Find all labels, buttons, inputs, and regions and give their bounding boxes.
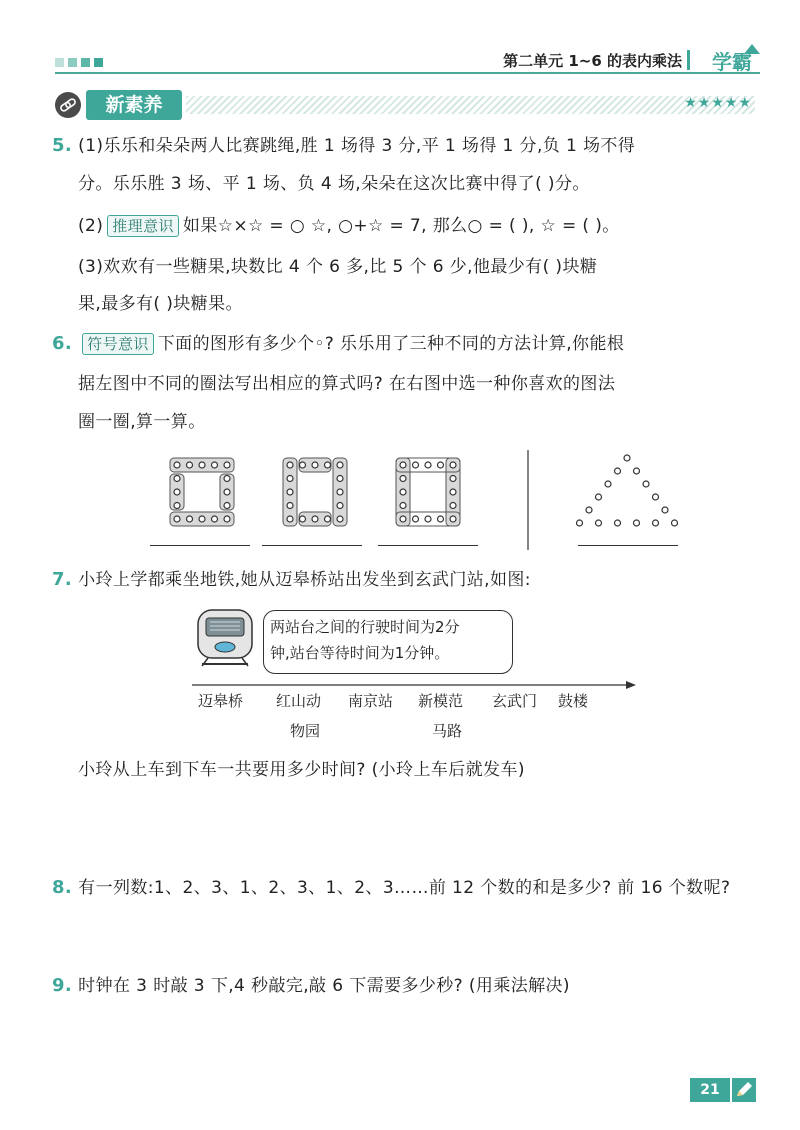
dot-1 bbox=[187, 462, 193, 468]
triangle-dot bbox=[577, 520, 583, 526]
dot-1 bbox=[224, 503, 230, 509]
q5-line1 bbox=[52, 134, 635, 158]
answer-line-1[interactable] bbox=[150, 545, 250, 546]
q9-number: 9. bbox=[52, 975, 73, 996]
dot-3 bbox=[425, 516, 431, 522]
dot-3 bbox=[400, 503, 406, 509]
dot-2 bbox=[337, 516, 343, 522]
triangle-dot bbox=[634, 468, 640, 474]
dot-1 bbox=[174, 476, 180, 482]
q6-text1: 下面的图形有多少个◦? 乐乐用了三种不同的方法计算,你能根 bbox=[157, 334, 625, 354]
dot-1 bbox=[174, 462, 180, 468]
dot-2 bbox=[325, 462, 331, 468]
q7-text: 小玲上学都乘坐地铁,她从迈皋桥站出发坐到玄武门站,如图: bbox=[78, 570, 531, 590]
dot-2 bbox=[287, 476, 293, 482]
dot-2 bbox=[337, 476, 343, 482]
q9 bbox=[52, 974, 570, 998]
dot-2 bbox=[287, 503, 293, 509]
triangle-dot bbox=[634, 520, 640, 526]
q9-text: 时钟在 3 时敲 3 下,4 秒敲完,敲 6 下需要多少秒? (用乘法解决) bbox=[78, 976, 570, 996]
bubble-line-1: 两站台之间的行驶时间为2分 bbox=[270, 618, 460, 636]
q8 bbox=[52, 876, 730, 900]
dot-2 bbox=[337, 462, 343, 468]
dot-3 bbox=[400, 489, 406, 495]
page-number: 21 bbox=[690, 1078, 730, 1102]
dot-3 bbox=[400, 462, 406, 468]
answer-line-3[interactable] bbox=[378, 545, 478, 546]
dot-1 bbox=[212, 462, 218, 468]
header-rule bbox=[55, 72, 760, 74]
station-2-sub: 物园 bbox=[290, 722, 321, 740]
brand-logo: 学霸 bbox=[712, 50, 752, 74]
dot-1 bbox=[224, 462, 230, 468]
q6-figures bbox=[140, 440, 700, 555]
dot-1 bbox=[212, 516, 218, 522]
reasoning-tag: 推理意识 bbox=[107, 215, 179, 237]
dot-2 bbox=[287, 489, 293, 495]
dot-1 bbox=[174, 489, 180, 495]
dot-1 bbox=[199, 462, 205, 468]
dot-3 bbox=[450, 462, 456, 468]
dot-3 bbox=[413, 516, 419, 522]
q5-part3-line1: (3)欢欢有一些糖果,块数比 4 个 6 多,比 5 个 6 少,他最少有( )块糖 bbox=[78, 257, 598, 277]
dot-2 bbox=[325, 516, 331, 522]
dot-3 bbox=[438, 462, 444, 468]
triangle-dot bbox=[643, 481, 649, 487]
dot-3 bbox=[400, 516, 406, 522]
dot-2 bbox=[312, 516, 318, 522]
dot-1 bbox=[187, 516, 193, 522]
q5-part2 bbox=[78, 214, 620, 238]
q5-part3-line2: 果,最多有( )块糖果。 bbox=[78, 294, 243, 314]
dot-triangle-figure bbox=[577, 455, 678, 526]
station-4: 新模范 bbox=[418, 692, 464, 710]
q6-line1 bbox=[52, 332, 624, 356]
header-decor-squares bbox=[55, 58, 103, 67]
q8-number: 8. bbox=[52, 877, 73, 898]
station-2: 红山动 bbox=[276, 692, 322, 710]
difficulty-stars: ★★★★★ bbox=[684, 95, 752, 111]
dot-3 bbox=[450, 516, 456, 522]
answer-line-2[interactable] bbox=[262, 545, 362, 546]
triangle-dot bbox=[586, 507, 592, 513]
dot-2 bbox=[287, 462, 293, 468]
header-title: 第二单元 1~6 的表内乘法 bbox=[503, 52, 682, 70]
q7-line1 bbox=[52, 568, 531, 592]
q6-line2: 据左图中不同的圈法写出相应的算式吗? 在右图中选一种你喜欢的图法 bbox=[78, 374, 616, 394]
station-5: 玄武门 bbox=[492, 692, 538, 710]
triangle-dot bbox=[615, 468, 621, 474]
section-label: 新素养 bbox=[86, 90, 182, 120]
subway-train-icon bbox=[192, 606, 258, 668]
answer-line-4[interactable] bbox=[578, 545, 678, 546]
q5-part2-text: 如果☆×☆ = ○ ☆, ○+☆ = 7, 那么○ = ( ), ☆ = ( )。 bbox=[182, 216, 620, 236]
dot-1 bbox=[174, 503, 180, 509]
q8-text: 有一列数:1、2、3、1、2、3、1、2、3……前 12 个数的和是多少? 前 16 个数呢? bbox=[78, 878, 731, 898]
dot-1 bbox=[224, 489, 230, 495]
q7-question: 小玲从上车到下车一共要用多少时间? (小玲上车后就发车) bbox=[78, 760, 525, 780]
triangle-dot bbox=[662, 507, 668, 513]
triangle-dot bbox=[624, 455, 630, 461]
dot-1 bbox=[224, 476, 230, 482]
station-6: 鼓楼 bbox=[558, 692, 589, 710]
triangle-dot bbox=[672, 520, 678, 526]
dot-3 bbox=[450, 476, 456, 482]
dot-2 bbox=[337, 503, 343, 509]
station-4-sub: 马路 bbox=[432, 722, 463, 740]
graduation-cap-icon bbox=[744, 44, 760, 54]
triangle-dot bbox=[653, 520, 659, 526]
q5-number: 5. bbox=[52, 135, 73, 156]
q7-number: 7. bbox=[52, 569, 73, 590]
q5-part1-text: (1)乐乐和朵朵两人比赛跳绳,胜 1 场得 3 分,平 1 场得 1 分,负 1 场不得 bbox=[78, 136, 636, 156]
triangle-dot bbox=[596, 494, 602, 500]
dot-3 bbox=[438, 516, 444, 522]
triangle-dot bbox=[653, 494, 659, 500]
bubble-text bbox=[270, 614, 460, 666]
dot-2 bbox=[300, 516, 306, 522]
dot-3 bbox=[450, 489, 456, 495]
pencil-icon bbox=[732, 1078, 756, 1102]
dot-1 bbox=[199, 516, 205, 522]
q5-part2-prefix: (2) bbox=[78, 216, 104, 236]
symbol-tag: 符号意识 bbox=[82, 333, 154, 355]
dot-2 bbox=[337, 489, 343, 495]
bubble-line-2: 钟,站台等待时间为1分钟。 bbox=[270, 644, 450, 662]
station-1: 迈皋桥 bbox=[198, 692, 244, 710]
dot-2 bbox=[300, 462, 306, 468]
station-3: 南京站 bbox=[348, 692, 394, 710]
triangle-dot bbox=[615, 520, 621, 526]
dot-2 bbox=[312, 462, 318, 468]
brand-divider bbox=[687, 50, 690, 70]
dot-2 bbox=[287, 516, 293, 522]
dot-3 bbox=[425, 462, 431, 468]
q6-number: 6. bbox=[52, 333, 73, 354]
dot-1 bbox=[174, 516, 180, 522]
link-icon bbox=[55, 92, 81, 118]
dot-3 bbox=[400, 476, 406, 482]
section-hatch-band bbox=[186, 96, 755, 114]
dot-3 bbox=[450, 503, 456, 509]
triangle-dot bbox=[605, 481, 611, 487]
dot-1 bbox=[224, 516, 230, 522]
q5-part1-line2: 分。乐乐胜 3 场、平 1 场、负 4 场,朵朵在这次比赛中得了( )分。 bbox=[78, 174, 590, 194]
q6-line3: 圈一圈,算一算。 bbox=[78, 412, 206, 432]
dot-3 bbox=[413, 462, 419, 468]
triangle-dot bbox=[596, 520, 602, 526]
